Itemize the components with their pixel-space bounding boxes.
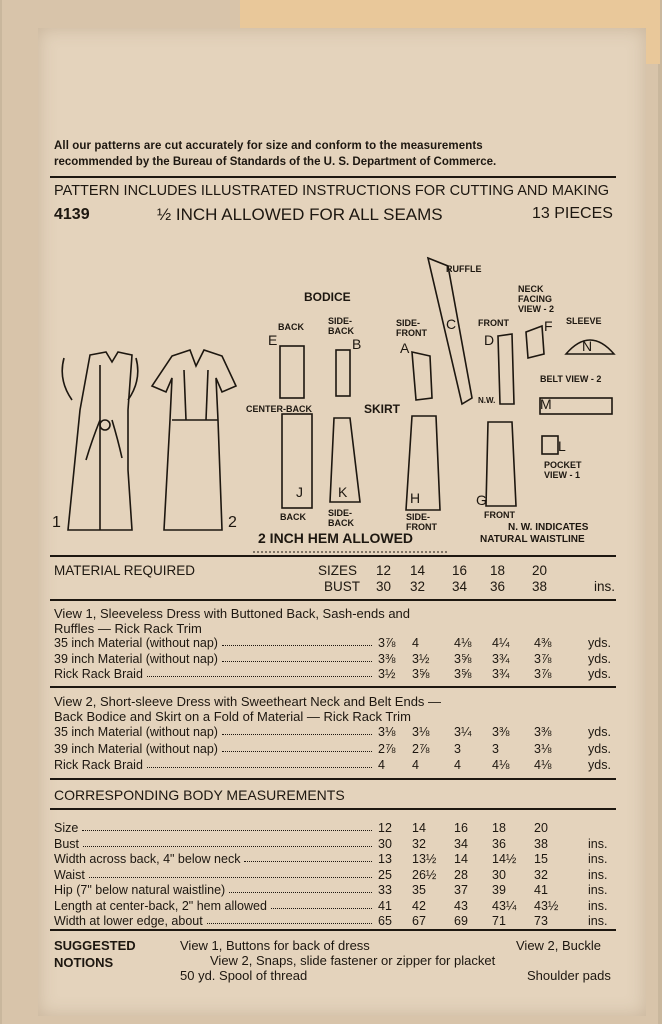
skirt-back-label: BACK [280, 512, 306, 522]
nw-note-1: N. W. INDICATES [508, 522, 589, 533]
view2-description-1: View 2, Short-sleeve Dress with Sweetheart Neck and Belt Ends — [54, 694, 442, 709]
view-2-number: 2 [228, 514, 237, 531]
cell-value: 3⅜ [492, 725, 510, 739]
cell-value: 3 [454, 741, 461, 756]
row-label: 35 inch Material (without nap) [54, 636, 218, 650]
cell-value: 3¼ [454, 725, 472, 739]
view2-description-2: Back Bodice and Skirt on a Fold of Material — Rick Rack Trim [54, 709, 411, 724]
leader-dots [229, 892, 372, 893]
pattern-number: 4139 [54, 206, 90, 223]
row-label: 39 inch Material (without nap) [54, 741, 218, 756]
cell-value: 3⅛ [534, 741, 552, 756]
row-unit: yds. [588, 725, 611, 739]
cell-value: 28 [454, 867, 468, 882]
row-label: Bust [54, 836, 80, 851]
cell-value: 4 [412, 758, 419, 772]
row-unit: yds. [588, 741, 611, 756]
cell-value: 4⅛ [454, 636, 472, 650]
row-label: 39 inch Material (without nap) [54, 651, 218, 666]
row-unit: ins. [588, 836, 608, 851]
cell-value: 4⅛ [534, 758, 552, 772]
bodice-front-label: FRONT [478, 318, 509, 328]
row-label: Size [54, 821, 79, 835]
cell-value: 30 [492, 867, 506, 882]
piece-letter: K [338, 484, 348, 500]
divider [50, 686, 616, 688]
leader-dots [222, 645, 372, 646]
cell-value: 14 [412, 821, 426, 835]
piece-letter: C [446, 316, 457, 332]
piece-letter: N [582, 338, 593, 354]
row-unit: yds. [588, 667, 611, 681]
cell-value: 2⅞ [412, 741, 430, 756]
leader-dots [207, 923, 372, 924]
leader-dots [271, 908, 372, 909]
row-unit: ins. [588, 883, 608, 897]
includes-line: PATTERN INCLUDES ILLUSTRATED INSTRUCTIONS FOR CUTTING AND MAKING [54, 183, 610, 199]
cell-value: 18 [492, 821, 506, 835]
ruffle-label: RUFFLE [446, 264, 482, 274]
cell-value: 35 [412, 883, 426, 897]
row-unit: yds. [588, 636, 611, 650]
cell-value: 3⅞ [378, 636, 396, 650]
cell-value: 3⅜ [534, 725, 552, 739]
cell-value: 37 [454, 883, 468, 897]
piece-letter: H [410, 490, 421, 506]
cell-value: 4 [454, 758, 461, 772]
skirt-label: SKIRT [364, 402, 400, 416]
cell-value: 41 [378, 898, 392, 913]
cell-value: 32 [412, 836, 426, 851]
body-measurements-title: CORRESPONDING BODY MEASUREMENTS [54, 787, 345, 803]
row-label: Hip (7" below natural waistline) [54, 883, 226, 897]
bodice-side-front-label: SIDE-FRONT [396, 318, 427, 338]
center-back-label: CENTER-BACK [246, 404, 312, 414]
cell-value: 32 [534, 867, 548, 882]
cell-value: 16 [454, 821, 468, 835]
cell-value: 3⅞ [534, 651, 552, 666]
cell-value: 25 [378, 867, 392, 882]
cell-value: 73 [534, 914, 548, 928]
skirt-side-front-label: SIDE-FRONT [406, 512, 437, 532]
cell-value: 3⅛ [378, 725, 396, 739]
row-label: Width at lower edge, about [54, 914, 203, 928]
skirt-side-back-label: SIDE-BACK [328, 508, 354, 528]
row-label: 35 inch Material (without nap) [54, 725, 218, 739]
bust-value: 38 [532, 579, 548, 594]
piece-letter: F [544, 318, 553, 334]
cell-value: 42 [412, 898, 426, 913]
bodice-label: BODICE [304, 290, 351, 304]
belt-label: BELT VIEW - 2 [540, 374, 602, 384]
table-row [54, 652, 616, 667]
cell-value: 3⅝ [454, 651, 472, 666]
cell-value: 3⅝ [454, 667, 472, 681]
cell-value: 4¼ [492, 636, 510, 650]
cell-value: 14½ [492, 852, 517, 866]
seam-allowance: ½ INCH ALLOWED FOR ALL SEAMS [157, 205, 443, 224]
skirt-front-label: FRONT [484, 510, 515, 520]
divider [50, 599, 616, 601]
view2-dress-drawing [152, 350, 236, 530]
divider [50, 778, 616, 780]
cell-value: 3⅛ [412, 725, 430, 739]
piece-letter: D [484, 332, 495, 348]
row-unit: ins. [588, 914, 608, 928]
divider [50, 555, 616, 557]
cell-value: 33 [378, 883, 392, 897]
bodice-back-label: BACK [278, 322, 304, 332]
table-row [54, 883, 616, 898]
leader-dots [222, 734, 372, 735]
table-row [54, 868, 616, 883]
leader-dots [147, 676, 372, 677]
divider [50, 929, 616, 931]
row-unit: yds. [588, 758, 611, 772]
cell-value: 2⅞ [378, 741, 396, 756]
bust-value: 32 [410, 579, 426, 594]
size-value: 18 [490, 563, 506, 578]
table-row [54, 914, 616, 929]
leader-dots [82, 830, 372, 831]
divider [50, 808, 616, 810]
accuracy-line-2: recommended by the Bureau of Standards of the U. S. Department of Commerce. [54, 156, 497, 168]
neck-facing-label: NECK FACING VIEW - 2 [518, 284, 555, 314]
notions-view2: View 2, Snaps, slide fastener or zipper for placket [210, 953, 496, 968]
notions-label-2: NOTIONS [54, 955, 114, 970]
cell-value: 12 [378, 821, 392, 835]
row-label: Rick Rack Braid [54, 667, 143, 681]
cell-value: 41 [534, 883, 548, 897]
cell-value: 4⅜ [534, 636, 552, 650]
accuracy-line-1: All our patterns are cut accurately for size and conform to the measurements [54, 140, 483, 152]
leader-dots [222, 661, 372, 662]
cell-value: 4⅛ [492, 758, 510, 772]
pocket-label: POCKET VIEW - 1 [544, 460, 582, 480]
view1-description-1: View 1, Sleeveless Dress with Buttoned Back, Sash-ends and [54, 606, 411, 621]
cell-value: 3½ [412, 651, 430, 666]
piece-letter: G [476, 492, 487, 508]
cell-value: 20 [534, 821, 548, 835]
row-unit: ins. [588, 867, 608, 882]
cell-value: 4 [378, 758, 385, 772]
leader-dots [147, 767, 372, 768]
material-title: MATERIAL REQUIRED [54, 563, 196, 578]
notions-thread: 50 yd. Spool of thread [180, 968, 308, 983]
leader-dots [83, 846, 372, 847]
cell-value: 15 [534, 852, 548, 866]
cell-value: 43 [454, 898, 468, 913]
piece-letter: J [296, 484, 303, 500]
table-row [54, 837, 616, 852]
bust-unit: ins. [594, 579, 616, 594]
piece-letter: M [540, 396, 552, 412]
row-label: Width across back, 4" below neck [54, 852, 241, 866]
table-row [54, 725, 616, 740]
view1-description-2: Ruffles — Rick Rack Trim [54, 621, 202, 636]
row-label: Rick Rack Braid [54, 758, 143, 772]
cell-value: 69 [454, 914, 468, 928]
notions-view1: View 1, Buttons for back of dress [180, 938, 370, 953]
cell-value: 38 [534, 836, 548, 851]
bust-value: 34 [452, 579, 468, 594]
piece-letter: E [268, 332, 278, 348]
cell-value: 26½ [412, 867, 437, 882]
size-value: 14 [410, 563, 426, 578]
size-value: 12 [376, 563, 392, 578]
bodice-side-back-label: SIDE-BACK [328, 316, 354, 336]
bust-value: 36 [490, 579, 506, 594]
bust-label: BUST [324, 579, 361, 594]
leader-dots [244, 861, 372, 862]
bust-value: 30 [376, 579, 392, 594]
leader-dots [89, 877, 372, 878]
table-row [54, 899, 616, 914]
cell-value: 43½ [534, 898, 559, 913]
cell-value: 3⅞ [534, 667, 552, 681]
cell-value: 13½ [412, 852, 437, 866]
nw-note-2: NATURAL WAISTLINE [480, 534, 585, 545]
cell-value: 71 [492, 914, 506, 928]
nw-mark: N.W. [478, 396, 496, 405]
row-unit: ins. [588, 898, 608, 913]
view1-dress-drawing [62, 352, 138, 530]
notions-label-1: SUGGESTED [54, 938, 136, 953]
table-row [54, 821, 616, 836]
row-label: Waist [54, 867, 85, 882]
cell-value: 30 [378, 836, 392, 851]
size-value: 16 [452, 563, 468, 578]
piece-count: 13 PIECES [532, 205, 613, 222]
cell-value: 3¾ [492, 651, 510, 666]
sleeve-label: SLEEVE [566, 316, 602, 326]
row-label: Length at center-back, 2" hem allowed [54, 898, 267, 913]
cell-value: 65 [378, 914, 392, 928]
cell-value: 3⅜ [378, 651, 396, 666]
table-row [54, 636, 616, 651]
piece-letter: A [400, 340, 410, 356]
row-unit: yds. [588, 651, 611, 666]
cell-value: 4 [412, 636, 419, 650]
table-row [54, 852, 616, 867]
view-1-number: 1 [52, 514, 61, 531]
cell-value: 14 [454, 852, 468, 866]
notions-shoulder-pads: Shoulder pads [527, 968, 611, 983]
cell-value: 43¼ [492, 898, 517, 913]
cell-value: 39 [492, 883, 506, 897]
table-row [54, 758, 616, 773]
cell-value: 13 [378, 852, 392, 866]
hem-allowance: 2 INCH HEM ALLOWED [258, 530, 414, 546]
piece-letter: L [558, 438, 566, 454]
size-value: 20 [532, 563, 548, 578]
row-unit: ins. [588, 852, 608, 866]
cell-value: 67 [412, 914, 426, 928]
cell-value: 3¾ [492, 667, 510, 681]
piece-letter: B [352, 336, 362, 352]
table-row [54, 742, 616, 757]
cell-value: 36 [492, 836, 506, 851]
leader-dots [222, 751, 372, 752]
cell-value: 3½ [378, 667, 396, 681]
table-row [54, 667, 616, 682]
cell-value: 3 [492, 741, 499, 756]
notions-view2-buckle: View 2, Buckle [516, 938, 602, 953]
sizes-label: SIZES [318, 563, 358, 578]
cell-value: 3⅝ [412, 667, 430, 681]
cell-value: 34 [454, 836, 468, 851]
